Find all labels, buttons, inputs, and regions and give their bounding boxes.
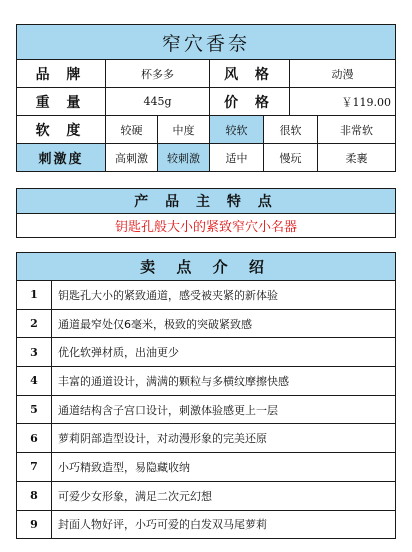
stimulation-label: 刺激度 (17, 144, 105, 171)
spec-row-brand (17, 59, 395, 87)
price-label: 价 格 (209, 88, 289, 115)
selling-point-number: 3 (30, 345, 38, 359)
stimulation-option: 柔裹 (317, 144, 395, 171)
selling-point-row (17, 423, 395, 452)
selling-point-number: 9 (30, 517, 38, 531)
selling-points-table (16, 252, 396, 539)
stimulation-option-selected: 较刺激 (157, 144, 209, 171)
selling-point-row (17, 309, 395, 338)
selling-point-text: 可爱少女形象，满足二次元幻想 (51, 482, 395, 510)
selling-point-number: 8 (30, 489, 38, 503)
product-title: 窄穴香奈 (17, 25, 395, 59)
spec-row-softness (17, 115, 395, 143)
weight-value: 445g (105, 88, 209, 115)
spec-row-stimulation (17, 143, 395, 171)
selling-point-text: 通道最窄处仅6毫米，极致的突破紧致感 (51, 310, 395, 338)
selling-point-text: 封面人物好评，小巧可爱的白发双马尾萝莉 (51, 511, 395, 539)
selling-point-number: 1 (30, 288, 38, 302)
selling-point-text: 优化软弹材质，出油更少 (51, 338, 395, 366)
selling-point-text: 钥匙孔大小的紧致通道，感受被夹紧的新体验 (51, 281, 395, 309)
selling-point-row (17, 337, 395, 366)
selling-point-row (17, 366, 395, 395)
selling-point-text: 通道结构含子宫口设计，刺激体验感更上一层 (51, 396, 395, 424)
main-feature-box (16, 188, 396, 238)
selling-point-number: 4 (30, 374, 38, 388)
selling-point-number: 5 (30, 403, 38, 417)
stimulation-option: 高刺激 (105, 144, 157, 171)
style-label: 风 格 (209, 60, 289, 87)
selling-point-number: 7 (30, 460, 38, 474)
selling-points-heading: 卖 点 介 绍 (17, 253, 395, 280)
softness-option-selected: 较软 (209, 116, 263, 143)
softness-option: 中度 (157, 116, 209, 143)
selling-point-row (17, 452, 395, 481)
selling-point-row (17, 395, 395, 424)
softness-label: 软 度 (35, 122, 87, 139)
selling-point-row (17, 510, 395, 539)
spec-table (16, 24, 396, 172)
style-value: 动漫 (289, 60, 395, 87)
selling-point-text: 萝莉阴部造型设计，对动漫形象的完美还原 (51, 424, 395, 452)
selling-point-number: 6 (30, 431, 38, 445)
selling-point-number: 2 (30, 317, 38, 331)
stimulation-option: 适中 (209, 144, 263, 171)
brand-value: 杯多多 (105, 60, 209, 87)
selling-point-text: 丰富的通道设计，满满的颗粒与多横纹摩擦快感 (51, 367, 395, 395)
softness-option: 很软 (263, 116, 317, 143)
selling-point-text: 小巧精致造型，易隐藏收纳 (51, 453, 395, 481)
softness-option: 非常软 (317, 116, 395, 143)
weight-label: 重 量 (35, 94, 87, 111)
main-feature-text: 钥匙孔般大小的紧致窄穴小名器 (17, 213, 395, 237)
softness-option: 较硬 (105, 116, 157, 143)
price-value: ￥119.00 (289, 88, 395, 115)
brand-label: 品 牌 (35, 66, 87, 83)
spec-row-weight (17, 87, 395, 115)
main-feature-heading: 产 品 主 特 点 (17, 189, 395, 213)
selling-point-row (17, 280, 395, 309)
selling-point-row (17, 481, 395, 510)
stimulation-option: 慢玩 (263, 144, 317, 171)
